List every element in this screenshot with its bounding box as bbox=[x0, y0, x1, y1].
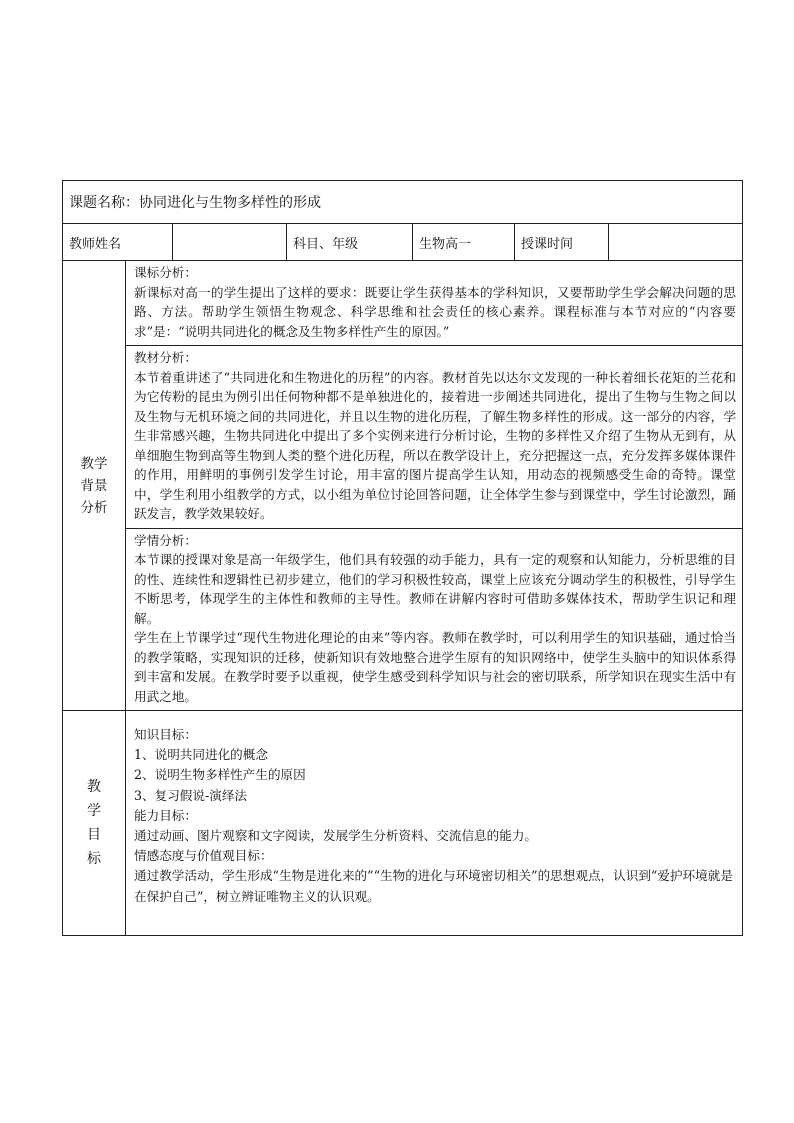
lesson-plan-table bbox=[62, 180, 743, 936]
knowledge-heading: 知识目标： bbox=[134, 727, 197, 742]
subject-value: 生物高一 bbox=[413, 224, 515, 261]
goals-label-char: 学 bbox=[87, 803, 101, 819]
textbook-heading: 教材分析： bbox=[134, 350, 197, 365]
lesson-title: 课题名称：协同进化与生物多样性的形成 bbox=[69, 195, 321, 211]
lesson-title-cell bbox=[63, 181, 743, 224]
ability-text: 通过动画、图片观察和文字阅读，发展学生分析资料、交流信息的能力。 bbox=[134, 828, 537, 844]
emotion-heading: 情感态度与价值观目标： bbox=[134, 848, 273, 864]
background-side-label bbox=[63, 261, 126, 711]
subject-label: 科目、年级 bbox=[287, 224, 413, 261]
knowledge-item: 1、说明共同进化的概念 bbox=[134, 747, 268, 763]
ability-heading: 能力目标： bbox=[134, 807, 197, 823]
knowledge-item: 3、复习假说-演绎法 bbox=[134, 787, 248, 803]
teacher-label: 教师姓名 bbox=[63, 224, 173, 261]
knowledge-item: 2、说明生物多样性产生的原因 bbox=[134, 767, 306, 783]
background-label-line: 分析 bbox=[80, 499, 108, 516]
curriculum-text: 新课标对高一的学生提出了这样的要求：既要让学生获得基本的学科知识，又要帮助学生学会解决问题的思路、方法。帮助学生领悟生物观念、科学思维和社会责任的核心素养。课程标准与本节对应的“内容要求”是：“说明共同进化的概念及生物多样性产生的原因。” bbox=[134, 284, 736, 339]
teacher-value bbox=[173, 224, 287, 261]
goals-label-char: 标 bbox=[87, 851, 101, 867]
student-text-2: 学生在上节课学过“现代生物进化理论的由来”等内容。教师在教学时，可以利用学生的知识基础，通过恰当的教学策略，实现知识的迁移，使新知识有效地整合进学生原有的知识网络中，使学生头脑中的知识体系得到丰富和发展。在教学时要予以重视，使学生感受到科学知识与社会的密切联系，所学知识在现实生活中有用武之地。 bbox=[134, 630, 736, 704]
emotion-text: 通过教学活动，学生形成“生物是进化来的”“生物的进化与环境密切相关”的思想观点，认识到“爱护环境就是在保护自己”，树立辨证唯物主义的认识观。 bbox=[134, 868, 733, 904]
goals-label-char: 教 bbox=[87, 779, 101, 795]
teaching-goals-section bbox=[126, 711, 743, 936]
textbook-text: 本节着重讲述了“共同进化和生物进化的历程”的内容。教材首先以达尔文发现的一种长着细长花矩的兰花和为它传粉的昆虫为例引出任何物种都不是单独进化的，接着进一步阐述共同进化，提出了生物与生物之间以及生物与无机环境之间的共同进化，并且以生物的进化历程，了解生物多样性的形成。这一部分的内容，学生非常感兴趣，生物共同进化中提出了多个实例来进行分析讨论，生物的多样性又介绍了生物从无到有，从单细胞生物到高等生物到人类的整个进化历程，所以在教学设计上，充分把握这一点，充分发挥多媒体课件的作用，用鲜明的事例引发学生讨论，用丰富的图片提高学生认知，用动态的视频感受生命的奇特。课堂中，学生利用小组教学的方式，以小组为单位讨论回答问题，让全体学生参与到课堂中，学生讨论激烈，踊跃发言，教学效果较好。 bbox=[134, 369, 736, 521]
student-text-1: 本节课的授课对象是高一年级学生，他们具有较强的动手能力，具有一定的观察和认知能力，分析思维的目的性、连续性和逻辑性已初步建立，他们的学习积极性较高，课堂上应该充分调动学生的积极性，引导学生不断思考，体现学生的主体性和教师的主导性。教师在讲解内容时可借助多媒体技术，帮助学生识记和理解。 bbox=[134, 552, 736, 626]
curriculum-heading: 课标分析： bbox=[134, 265, 197, 280]
goals-side-label bbox=[63, 711, 126, 936]
time-label: 授课时间 bbox=[515, 224, 609, 261]
time-value bbox=[609, 224, 743, 261]
background-label-line: 教学 bbox=[80, 455, 108, 472]
curriculum-analysis-section bbox=[126, 261, 743, 346]
goals-label-char: 目 bbox=[87, 827, 101, 843]
student-analysis-section bbox=[126, 528, 743, 711]
background-label-line: 背景 bbox=[80, 477, 108, 494]
textbook-analysis-section bbox=[126, 346, 743, 529]
student-heading: 学情分析： bbox=[134, 532, 197, 548]
